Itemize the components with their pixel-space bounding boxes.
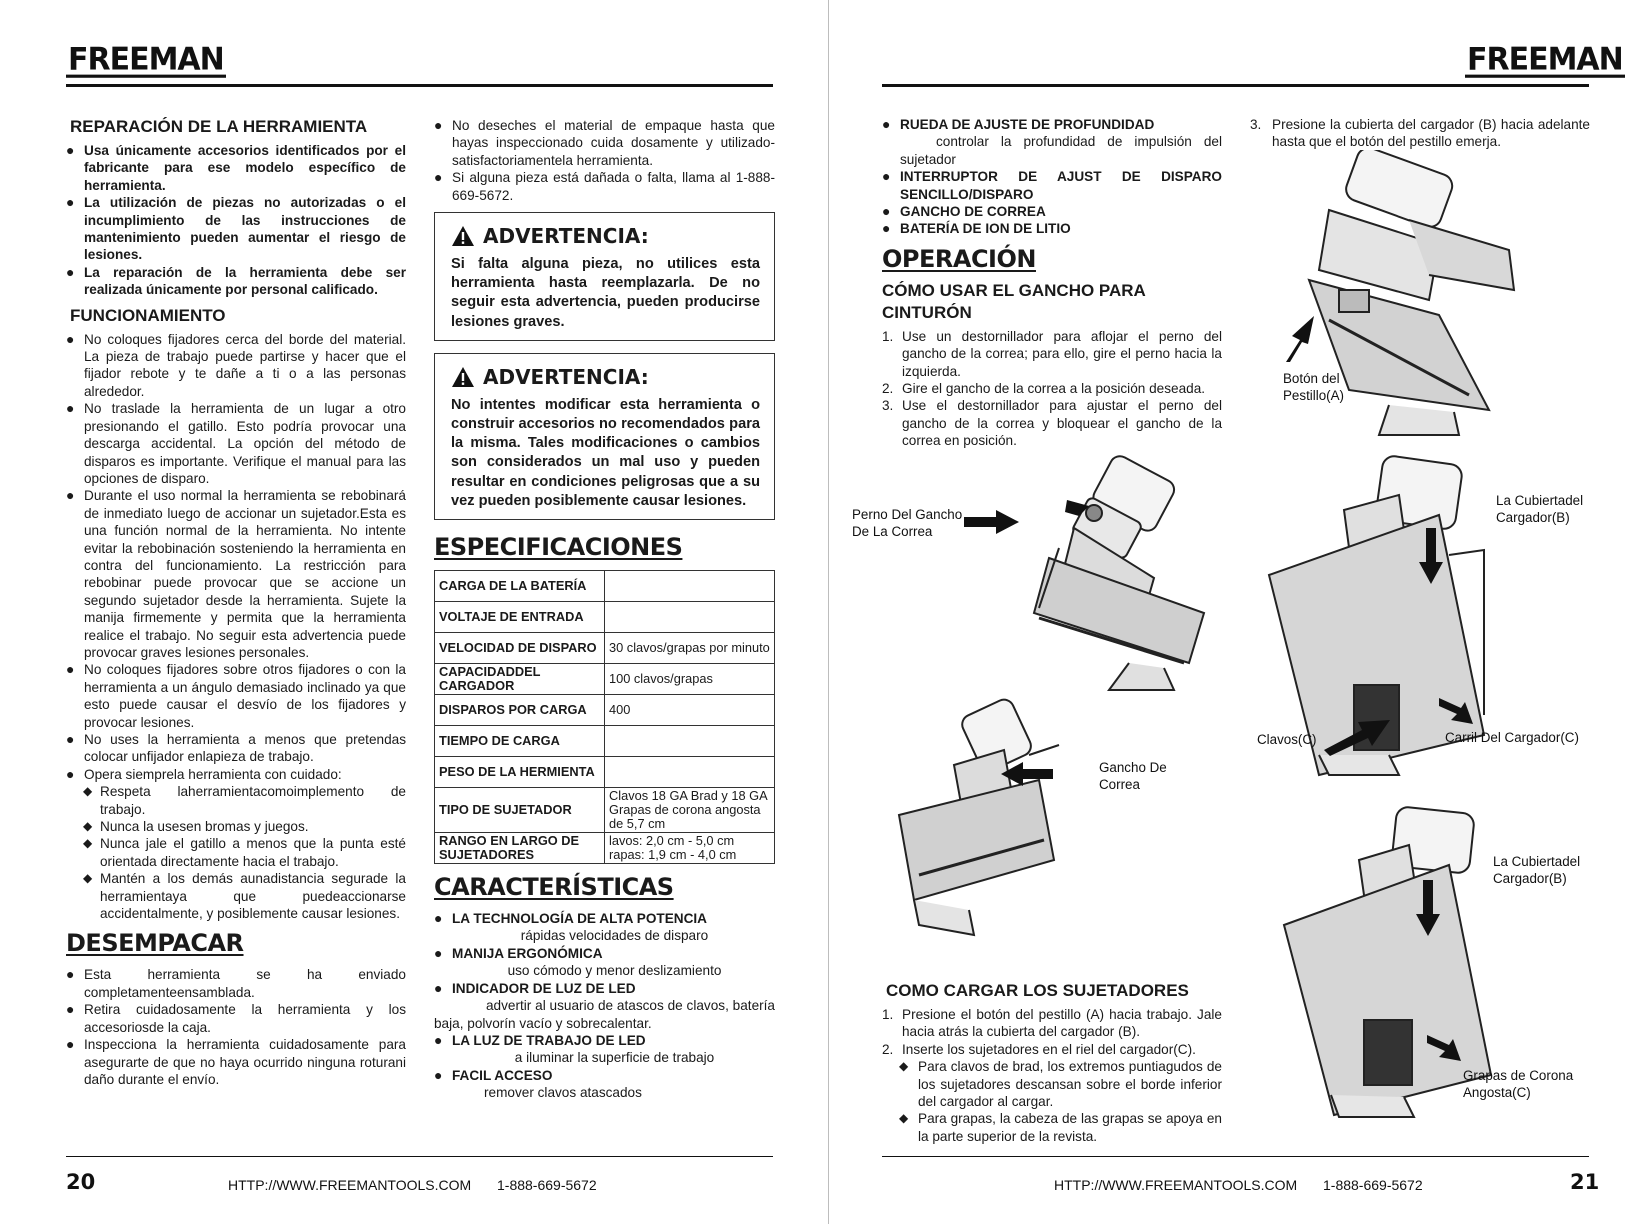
step-item: 2. Gire el gancho de la correa a la posición deseada. — [882, 381, 1206, 397]
feature-title: ● LA TECHNOLOGÍA DE ALTA POTENCIA — [434, 910, 775, 927]
caracteristicas-title: CARACTERÍSTICAS — [434, 873, 674, 902]
desempacar-title: DESEMPACAR — [66, 929, 244, 958]
list-item: ● No deseches el material de empaque hasta que hayas inspeccionado cuida dosamente y utilizado-satisfactoriamentela herramienta. — [434, 117, 775, 169]
list-item: ● La utilización de piezas no autorizadas o el incumplimiento de las instrucciones de mantenimiento pueden aumentar el riesgo de lesiones. — [66, 194, 406, 264]
list-item: ● La reparación de la herramienta debe ser realizada únicamente por personal calificado. — [66, 264, 406, 299]
reparacion-title: REPARACIÓN DE LA HERRAMIENTA — [70, 117, 368, 136]
footer-phone: 1-888-669-5672 — [497, 1177, 597, 1193]
step3-column — [1250, 116, 1590, 151]
feature-title: ● RUEDA DE AJUSTE DE PROFUNDIDAD — [882, 116, 1222, 133]
arrow-icon — [1001, 762, 1053, 786]
spec-key: TIPO DE SUJETADOR — [435, 788, 605, 833]
spec-value: lavos: 2,0 cm - 5,0 cm rapas: 1,9 cm - 4,0 cm — [605, 833, 775, 864]
table-row — [435, 664, 775, 695]
feature-title: ● LA LUZ DE TRABAJO DE LED — [434, 1032, 775, 1049]
operacion-title: OPERACIÓN — [882, 244, 1036, 273]
list-item: ● Inspecciona la herramienta cuidadosamente para asegurarte de que no haya ocurrido ninguna roturani daño durante el envío. — [66, 1036, 406, 1088]
feature-desc: rápidas velocidades de disparo — [520, 928, 709, 944]
header-rule — [882, 84, 1589, 87]
spec-value: 400 — [605, 695, 775, 726]
table-row — [435, 602, 775, 633]
list-item: ● Retira cuidadosamente la herramienta y los accesoriosde la caja. — [66, 1001, 406, 1036]
list-item: ● Durante el uso normal la herramienta se rebobinará de inmediato luego de accionar un sujetador.Esta es una función normal de la herramienta. No intente evitar la rebobinación sosteniendo la herramienta en contra del funcionamiento. La restricción para rebobinar puede provocar que se accione un segundo sujetador desde la herramienta. Sujete la manija firmemente y permita que la herramienta realice el trabajo. No seguir esta advertencia puede provocar graves lesiones personales. — [66, 487, 406, 661]
warning-text: Si falta alguna pieza, no utilices esta herramienta hasta reemplazarla. De no seguir esta advertencia, pueden producirse lesiones graves. — [451, 256, 760, 330]
funcionamiento-title: FUNCIONAMIENTO — [70, 305, 226, 325]
table-row — [435, 726, 775, 757]
footer-rule — [882, 1156, 1589, 1157]
feature-desc: a iluminar la superficie de trabajo — [514, 1050, 715, 1066]
arrow-icon — [1324, 716, 1390, 756]
list-item: ● No uses la herramienta a menos que pretendas colocar unfijador enlapieza de trabajo. — [66, 731, 406, 766]
table-row — [435, 633, 775, 664]
arrow-icon — [1416, 880, 1440, 936]
freeman-logo: FREEMAN — [1467, 41, 1623, 78]
step-item: 1. Presione el botón del pestillo (A) hacia trabajo. Jale hacia atrás la cubierta del cargador (B). — [882, 1007, 1222, 1040]
spec-key: DISPAROS POR CARGA — [435, 695, 605, 726]
spec-key: RANGO EN LARGO DE SUJETADORES — [435, 833, 605, 864]
belt-hook-subtitle: CÓMO USAR EL GANCHO PARA CINTURÓN — [882, 280, 1146, 322]
loading-section — [882, 978, 1222, 1145]
list-item: ● Opera siemprela herramienta con cuidado: — [66, 766, 406, 783]
spec-value: 100 clavos/grapas — [605, 664, 775, 695]
feature-title: ● GANCHO DE CORREA — [882, 203, 1222, 220]
step-item: 3. Presione la cubierta del cargador (B) hacia adelante hasta que el botón del pestillo emerja. — [1250, 117, 1590, 150]
step-text: Presione el botón del pestillo (A) hacia trabajo. Jale hacia atrás la cubierta del cargador (B). — [902, 1007, 1222, 1040]
spec-key: CAPACIDADDEL CARGADOR — [435, 664, 605, 695]
warning-box-2 — [434, 353, 775, 520]
list-item: ● Si alguna pieza está dañada o falta, llama al 1-888-669-5672. — [434, 169, 775, 204]
label-perno: Perno Del Gancho De La Correa — [852, 507, 963, 539]
spec-value — [605, 726, 775, 757]
footer-rule — [66, 1156, 773, 1157]
freeman-logo: FREEMAN — [68, 41, 224, 78]
middle-column — [434, 117, 775, 1102]
warning-text: No intentes modificar esta herramienta o construir accesorios no recomendados para la misma. Tales modificaciones o cambios son considerados un mal uso y pueden resultar en condiciones peligrosas que a su vez pueden posiblemente causar lesiones. — [451, 396, 760, 509]
footer-url[interactable]: HTTP://WWW.FREEMANTOOLS.COM — [228, 1177, 472, 1193]
arrow-icon — [1427, 1035, 1461, 1065]
feature-title: ● MANIJA ERGONÓMICA — [434, 945, 775, 962]
warning-title: ADVERTENCIA: — [483, 224, 649, 249]
spec-key: VOLTAJE DE ENTRADA — [435, 602, 605, 633]
table-row — [435, 757, 775, 788]
table-row — [435, 833, 775, 864]
feature-title: ● INTERRUPTOR DE AJUST DE DISPARO SENCILLO/DISPARO — [882, 168, 1222, 203]
right-page — [829, 0, 1650, 1224]
feature-title: ● INDICADOR DE LUZ DE LED — [434, 980, 775, 997]
footer-phone: 1-888-669-5672 — [1323, 1177, 1423, 1193]
arrow-icon — [1439, 698, 1473, 728]
loading-title: COMO CARGAR LOS SUJETADORES — [886, 981, 1189, 1000]
nailer-illustration-bolt — [979, 448, 1239, 698]
list-item: ● No coloques fijadores cerca del borde del material. La pieza de trabajo puede partirse y hacer que el fijador rebote y te dañe a ti o a las personas alrededor. — [66, 331, 406, 401]
feature-desc: uso cómodo y menor deslizamiento — [507, 963, 722, 979]
sub-list-item: ◆ Nunca jale el gatillo a menos que la punta esté orientada directamente hacia el trabajo. — [66, 835, 406, 870]
page-number: 20 — [66, 1170, 96, 1194]
spec-value — [605, 571, 775, 602]
sub-list-item: ◆ Para grapas, la cabeza de las grapas se apoya en la parte superior de la revista. — [882, 1110, 1222, 1145]
list-item: ● No coloques fijadores sobre otros fijadores o con la herramienta a un ángulo demasiado inclinado ya que esto puede causar el desvío de los fijadores y provocar lesiones. — [66, 661, 406, 731]
left-column — [66, 114, 406, 1088]
feature-desc: remover clavos atascados — [484, 1085, 642, 1101]
sub-list-item: ◆ Mantén a los demás aunadistancia segurade la herramientaya que puedeaccionarse accidentalmente, y posiblemente causar lesiones. — [66, 870, 406, 922]
spec-key: CARGA DE LA BATERÍA — [435, 571, 605, 602]
specifications-table — [434, 570, 775, 864]
label-grapas: Grapas de Corona Angosta(C) — [1463, 1068, 1574, 1100]
spec-key: PESO DE LA HERMIENTA — [435, 757, 605, 788]
feature-title: ● FACIL ACCESO — [434, 1067, 775, 1084]
label-gancho: Gancho De Correa — [1099, 760, 1167, 792]
table-row — [435, 788, 775, 833]
warning-title: ADVERTENCIA: — [483, 364, 649, 389]
step-text: Use un destornillador para aflojar el perno del gancho de la correa; para ello, gire el perno hacia la izquierda. — [902, 328, 1222, 379]
header-rule — [66, 84, 773, 87]
table-row — [435, 695, 775, 726]
feature-desc: controlar la profundidad de impulsión del sujetador — [900, 134, 1222, 167]
sub-list-item: ◆ Respeta laherramientacomoimplemento de trabajo. — [66, 783, 406, 818]
list-item: ● Usa únicamente accesorios identificados por el fabricante para ese modelo específico de herramienta. — [66, 142, 406, 194]
footer-url[interactable]: HTTP://WWW.FREEMANTOOLS.COM — [1054, 1177, 1298, 1193]
operation-column — [882, 116, 1222, 450]
arrow-icon — [1278, 316, 1318, 362]
sub-list-item: ◆ Para clavos de brad, los extremos puntiagudos de los sujetadores descansan sobre el borde inferior del cargador al cargar. — [882, 1058, 1222, 1110]
table-row — [435, 571, 775, 602]
step-text: Presione la cubierta del cargador (B) hacia adelante hasta que el botón del pestillo emerja. — [1272, 117, 1590, 150]
label-boton: Botón del Pestillo(A) — [1283, 371, 1345, 403]
features-list — [434, 910, 775, 1101]
label-cubierta-2: La Cubiertadel Cargador(B) — [1493, 854, 1581, 886]
spec-value: Clavos 18 GA Brad y 18 GA Grapas de corona angosta de 5,7 cm — [605, 788, 775, 833]
nailer-illustration-hook — [879, 695, 1079, 955]
label-carril: Carril Del Cargador(C) — [1445, 730, 1579, 745]
especificaciones-title: ESPECIFICACIONES — [434, 533, 683, 562]
spec-value — [605, 602, 775, 633]
step-text: Inserte los sujetadores en el riel del cargador(C). — [902, 1041, 1196, 1057]
label-cubierta-1: La Cubiertadel Cargador(B) — [1496, 493, 1584, 525]
sub-list-item: ◆ Nunca la usesen bromas y juegos. — [66, 818, 406, 835]
warning-triangle-icon — [451, 366, 475, 388]
warning-triangle-icon — [451, 225, 475, 247]
spec-key: TIEMPO DE CARGA — [435, 726, 605, 757]
label-clavos: Clavos(C) — [1257, 732, 1317, 747]
spec-key: VELOCIDAD DE DISPARO — [435, 633, 605, 664]
arrow-icon — [1419, 528, 1443, 584]
warning-box-1 — [434, 212, 775, 341]
feature-title: ● BATERÍA DE ION DE LITIO — [882, 220, 1222, 237]
arrow-icon — [964, 510, 1019, 534]
step-item: 2. Inserte los sujetadores en el riel del cargador(C). — [882, 1041, 1196, 1057]
feature-desc: advertir al usuario de atascos de clavos, batería baja, polvorín vacío y sobrecalentar. — [434, 998, 775, 1031]
step-item: 1. Use un destornillador para aflojar el perno del gancho de la correa; para ello, gire el perno hacia la izquierda. — [882, 328, 1222, 379]
spec-value — [605, 757, 775, 788]
step-item: 3. Use el destornillador para ajustar el perno del gancho de la correa y bloquear el gancho de la correa en posición. — [882, 398, 1222, 449]
spec-value: 30 clavos/grapas por minuto — [605, 633, 775, 664]
step-text: Gire el gancho de la correa a la posición deseada. — [902, 381, 1206, 397]
page-number: 21 — [1570, 1170, 1600, 1194]
list-item: ● Esta herramienta se ha enviado completamenteensamblada. — [66, 966, 406, 1001]
list-item: ● No traslade la herramienta de un lugar a otro presionando el gatillo. Esto podría provocar una descarga accidental. La opción del método de disparos es importante. Verifique el manual para las opciones de disparo. — [66, 400, 406, 487]
step-text: Use el destornillador para ajustar el perno del gancho de la correa y bloquear el gancho de la correa en posición. — [902, 398, 1222, 449]
